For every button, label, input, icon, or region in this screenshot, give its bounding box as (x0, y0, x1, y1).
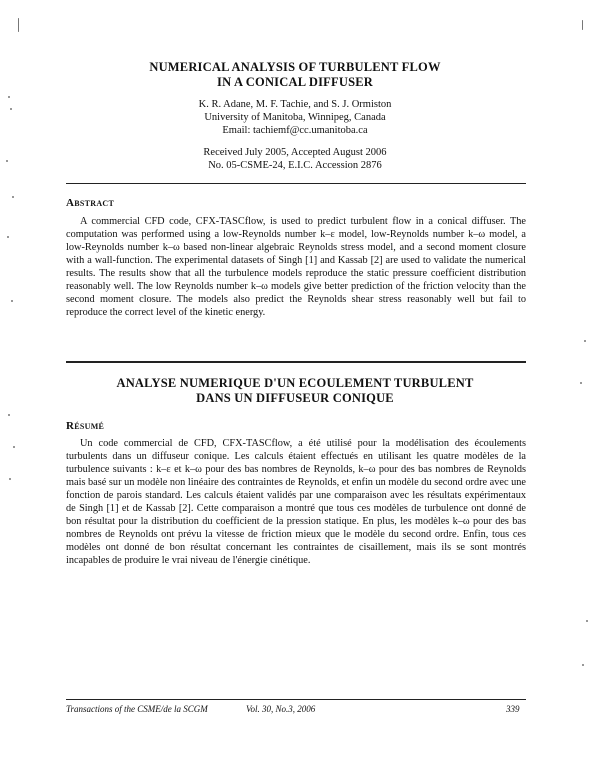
footer-journal: Transactions of the CSME/de la SCGM (66, 704, 208, 714)
accession-number: No. 05-CSME-24, E.I.C. Accession 2876 (208, 160, 382, 171)
paper-title-english (60, 60, 530, 90)
received-info (60, 146, 530, 172)
abstract-heading: Abstract (66, 197, 115, 209)
resume-heading: Résumé (66, 420, 105, 432)
author-email: Email: tachiemf@cc.umanitoba.ca (222, 125, 368, 136)
title-fr-line-1: ANALYSE NUMERIQUE D'UN ECOULEMENT TURBULENT (116, 376, 474, 390)
author-names: K. R. Adane, M. F. Tachie, and S. J. Ormiston (198, 99, 392, 110)
divider-middle (66, 361, 526, 363)
author-block (60, 98, 530, 137)
divider-footer (66, 699, 526, 700)
footer-page-number: 339 (506, 704, 520, 714)
resume-text: Un code commercial de CFD, CFX-TASCflow, a été utilisé pour la modélisation des écoulements turbulents dans un diffuseur conique. Les calculs étaient effectués en utilisant les quatre modèles de la turbulence suivants : k–ε et k–ω pour des bas nombres de Reynolds, k–ω pour des bas nombres de Reynolds mais basé sur un modèle non linéaire des contraintes de Reynolds, et enfin un modèle du second ordre avec une fonction de parois standard. Les calculs étaient validés par une comparaison avec les résultats expérimentaux de Singh [1] et de Kassab [2]. Cette comparaison a montré que tous ces modèles de turbulence ont donné de bon résultat pour la distribution du coefficient de la pression statique. En plus, les modèles k–ω pour des bas nombres de Reynolds ont prévu la vitesse de friction mieux que le modèle du second ordre. Enfin, tous ces modèles ont donné de bon résultat concernant les contraintes de cisaillement, mais ils se sont montrés incapables de produire le vrai niveau de l'énergie cinétique. (66, 438, 526, 566)
paper-title-french (60, 376, 530, 406)
title-line-1: NUMERICAL ANALYSIS OF TURBULENT FLOW (149, 60, 441, 74)
abstract-text: A commercial CFD code, CFX-TASCflow, is used to predict turbulent flow in a conical diffuser. The computation was performed using a low-Reynolds number k–ε model, low-Reynolds number k–ω model, a low-Reynolds number k–ω based non-linear algebraic Reynolds stress model, and a second moment closure with a wall-function. The experimental datasets of Singh [1] and Kassab [2] are used to validate the numerical results. The results show that all the turbulence models reproduce the static pressure coefficient distribution reasonably well. The low Reynolds number k–ω models give better prediction of the friction velocity than the second moment closure. The models also predict the Reynolds shear stress reasonably well but fail to reproduce the correct level of the kinetic energy. (66, 216, 526, 318)
footer-volume: Vol. 30, No.3, 2006 (246, 704, 316, 714)
title-line-2: IN A CONICAL DIFFUSER (217, 75, 373, 89)
divider-top (66, 183, 526, 184)
received-dates: Received July 2005, Accepted August 2006 (203, 147, 387, 158)
title-fr-line-2: DANS UN DIFFUSEUR CONIQUE (196, 391, 394, 405)
author-affiliation: University of Manitoba, Winnipeg, Canada (204, 112, 386, 123)
